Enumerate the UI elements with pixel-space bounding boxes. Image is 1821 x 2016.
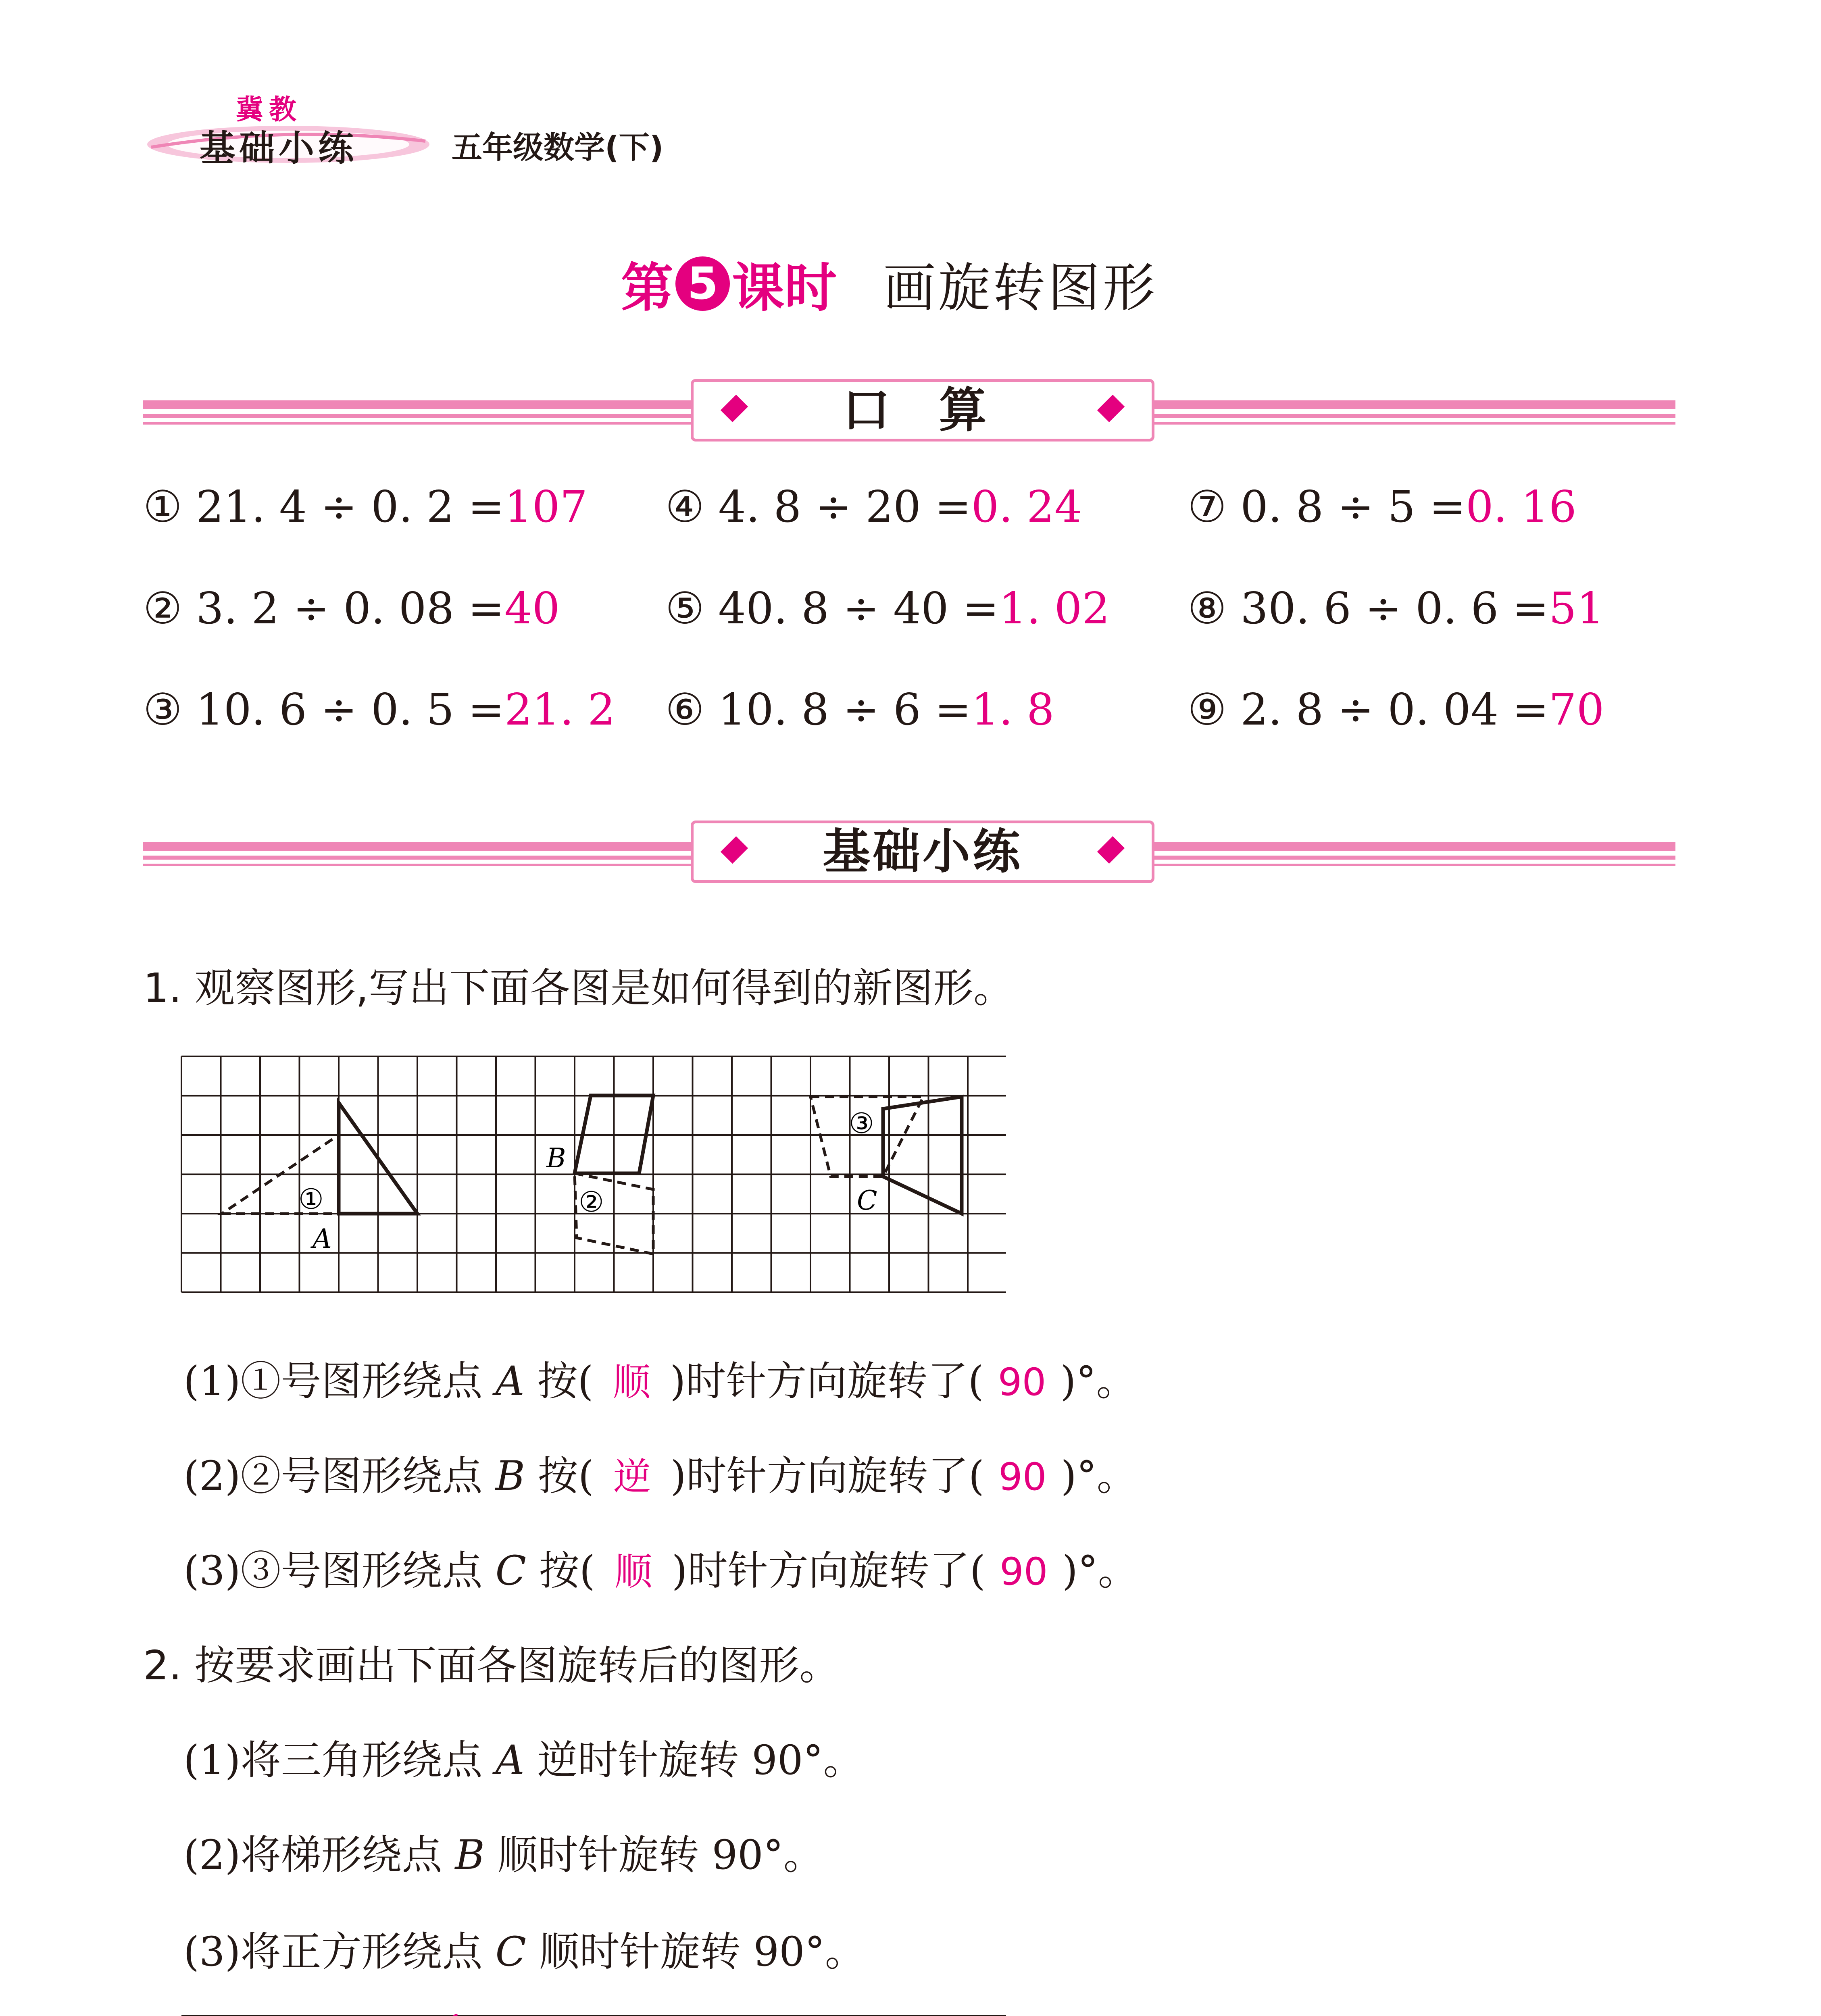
section-title-basic: 基础小练 bbox=[822, 824, 1023, 879]
q1-item-3: (3)③号图形绕点 C 按( 顺 )时针方向旋转了( 90 )°。 bbox=[183, 1547, 1138, 1594]
section-title-oral: 口 算 bbox=[842, 382, 1003, 438]
q1-item-2: (2)②号图形绕点 B 按( 逆 )时针方向旋转了( 90 )°。 bbox=[183, 1452, 1137, 1500]
q1-label-2: ② bbox=[579, 1185, 604, 1218]
lesson-number: 5 bbox=[687, 258, 718, 309]
section-header-oral bbox=[691, 379, 1154, 442]
calc-item-6: ⑥ 10. 8 ÷ 6 =1. 8 bbox=[665, 685, 1054, 735]
header-badge bbox=[143, 77, 433, 177]
calc-item-8: ⑧ 30. 6 ÷ 0. 6 =51 bbox=[1188, 583, 1604, 634]
q1-label-b: B bbox=[546, 1143, 566, 1174]
calc-item-7: ⑦ 0. 8 ÷ 5 =0. 16 bbox=[1188, 482, 1577, 532]
q1-grid-figure bbox=[179, 1054, 1006, 1296]
badge-top: 冀教 bbox=[236, 94, 302, 126]
q2-stem: 2. 按要求画出下面各图旋转后的图形。 bbox=[143, 1642, 840, 1689]
q1-item-1: (1)①号图形绕点 A 按( 顺 )时针方向旋转了( 90 )°。 bbox=[183, 1358, 1137, 1405]
calc-item-2: ② 3. 2 ÷ 0. 08 =40 bbox=[143, 583, 560, 634]
calc-item-4: ④ 4. 8 ÷ 20 =0. 24 bbox=[665, 482, 1082, 532]
calc-item-5: ⑤ 40. 8 ÷ 40 =1. 02 bbox=[665, 583, 1110, 634]
q1-label-3: ③ bbox=[849, 1107, 874, 1140]
lesson-name: 画旋转图形 bbox=[883, 257, 1158, 319]
q2-item-3: (3)将正方形绕点 C 顺时针旋转 90°。 bbox=[183, 1928, 865, 1975]
badge-main: 基础小练 bbox=[200, 127, 358, 169]
lesson-suffix: 课时 bbox=[732, 257, 837, 319]
section-header-basic bbox=[691, 821, 1154, 883]
grade-label: 五年级数学(下) bbox=[452, 129, 664, 165]
lesson-prefix: 第 bbox=[621, 257, 674, 319]
calc-item-9: ⑨ 2. 8 ÷ 0. 04 =70 bbox=[1188, 685, 1604, 735]
lesson-title bbox=[621, 246, 1158, 319]
q2-item-2: (2)将梯形绕点 B 顺时针旋转 90°。 bbox=[183, 1831, 824, 1879]
q2-item-1: (1)将三角形绕点 A 逆时针旋转 90°。 bbox=[183, 1737, 864, 1784]
q1-stem: 1. 观察图形,写出下面各图是如何得到的新图形。 bbox=[143, 964, 1014, 1012]
q1-label-c: C bbox=[857, 1185, 877, 1216]
calc-item-1: ① 21. 4 ÷ 0. 2 =107 bbox=[143, 482, 588, 532]
q2-grid-figure bbox=[179, 2014, 1006, 2016]
q1-label-1: ① bbox=[298, 1183, 324, 1216]
lesson-number-badge bbox=[675, 256, 730, 311]
calc-item-3: ③ 10. 6 ÷ 0. 5 =21. 2 bbox=[143, 685, 615, 735]
q1-label-a: A bbox=[313, 1223, 332, 1254]
